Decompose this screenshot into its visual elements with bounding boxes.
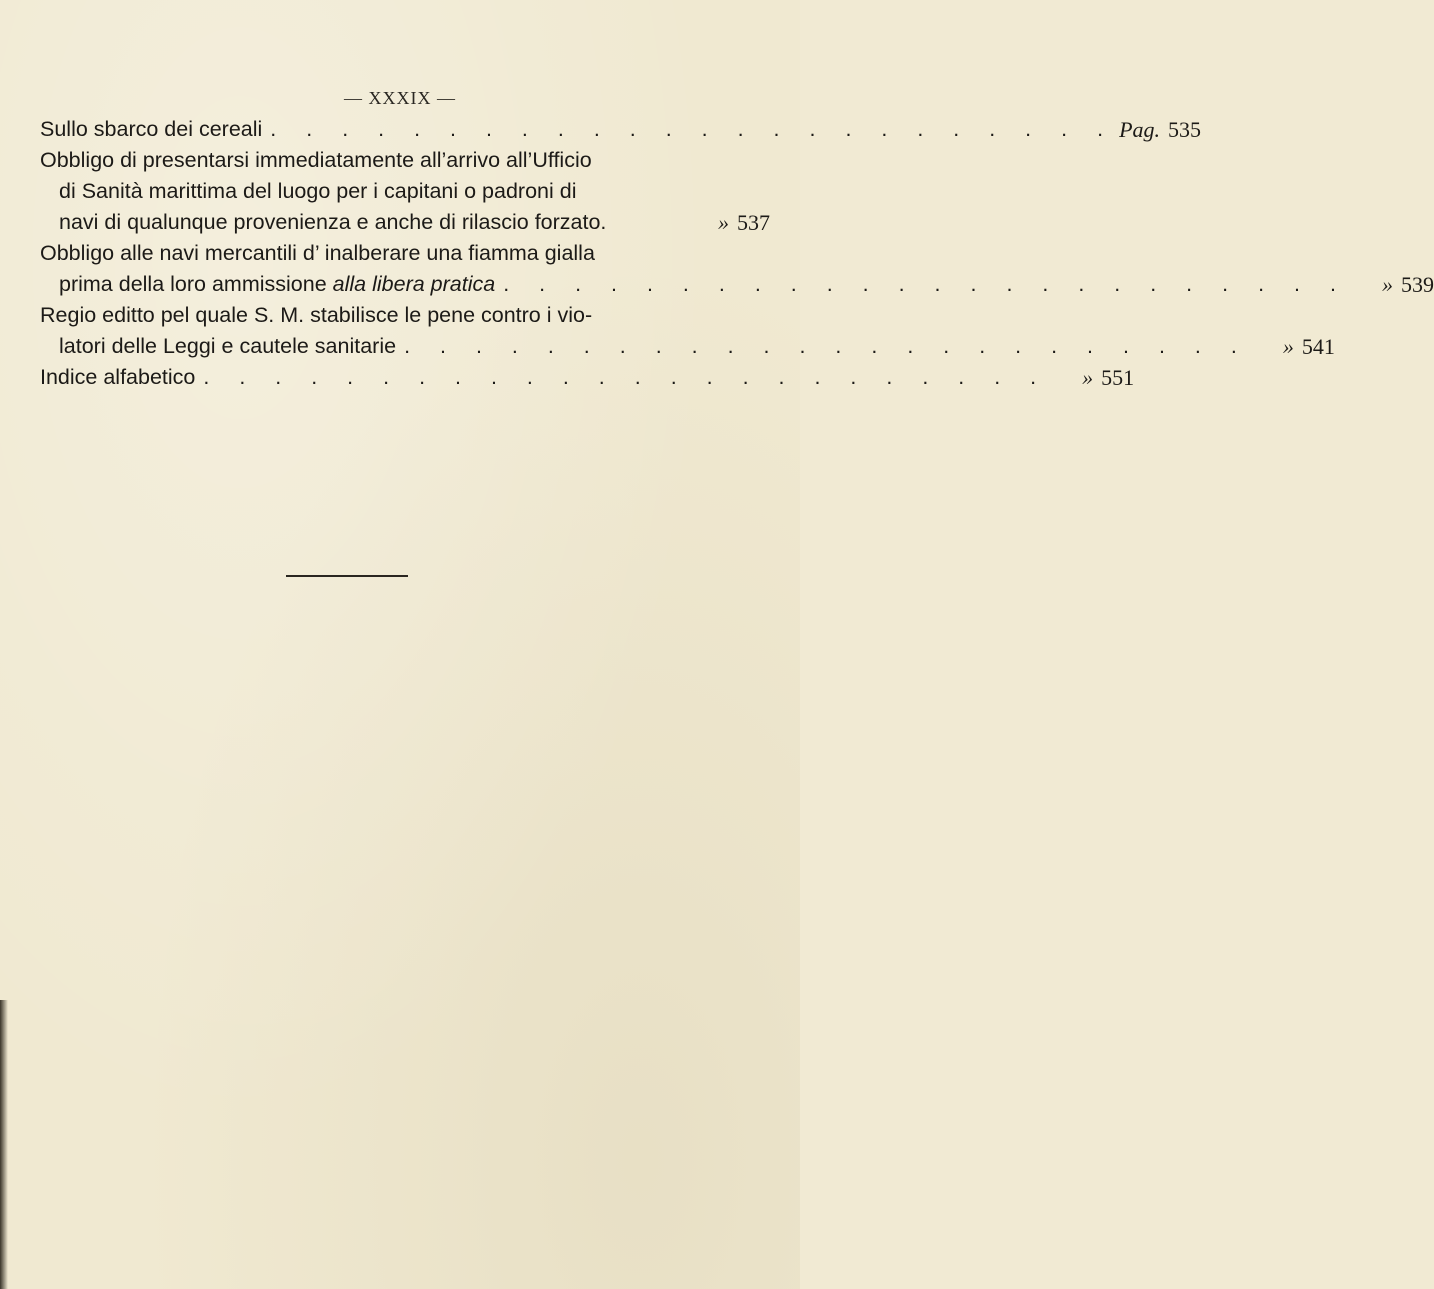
ditto-mark: » [1282, 334, 1294, 359]
toc-entry [40, 145, 770, 238]
table-of-contents [40, 114, 1434, 393]
page-number: 535 [1168, 117, 1202, 142]
page-prefix: Pag. [1119, 117, 1161, 142]
ditto-mark: » [1082, 365, 1094, 390]
toc-entry-title-cont: di Sanità marittima del luogo per i capitani o padroni di [59, 179, 577, 203]
toc-entry-title-cont: navi di qualunque provenienza e anche di rilascio forzato. [59, 210, 607, 234]
toc-entry-title-cont: prima della loro ammissione alla libera pratica [59, 272, 496, 296]
toc-entry-title: Sullo sbarco dei cereali [40, 117, 263, 141]
toc-entry [40, 362, 1135, 393]
toc-entry-title-cont: latori delle Leggi e cautele sanitarie [59, 334, 397, 358]
toc-entry [40, 300, 1335, 362]
leader-dots: . . . . . . . . . . . . . . . . . . . . . . . . [270, 117, 1116, 141]
page-ref [1348, 269, 1434, 300]
page-number: 551 [1101, 365, 1135, 390]
page-ref [684, 207, 770, 238]
page-number: 539 [1400, 272, 1434, 297]
page-ref [1115, 114, 1201, 145]
toc-entry-title: Regio editto pel quale S. M. stabilisce le pene contro i vio- [40, 303, 593, 327]
leader-dots: . . . . . . . . . . . . . . . . . . . . . . . . [503, 272, 1348, 296]
page-header: — XXXIX — [344, 88, 456, 108]
toc-entry-title: Indice alfabetico [40, 365, 196, 389]
italic-phrase: alla libera pratica [332, 272, 496, 296]
toc-entry [40, 238, 1434, 300]
page-edge-shadow [0, 1000, 8, 1289]
ditto-mark: » [718, 210, 729, 235]
ditto-mark: » [1381, 272, 1393, 297]
closing-rule [286, 575, 408, 577]
toc-entry [40, 114, 1202, 145]
toc-entry-title: Obbligo di presentarsi immediatamente all’arrivo all’Ufficio [40, 148, 592, 172]
page-ref [1249, 331, 1335, 362]
page-number: 537 [737, 210, 770, 235]
page-ref [1048, 362, 1134, 393]
toc-entry-title: Obbligo alle navi mercantili d’ inalberare una fiamma gialla [40, 241, 595, 265]
leader-dots: . . . . . . . . . . . . . . . . . . . . . . . . [404, 334, 1249, 358]
page-number: 541 [1301, 334, 1335, 359]
leader-dots: . . . . . . . . . . . . . . . . . . . . . . . . [203, 365, 1049, 389]
